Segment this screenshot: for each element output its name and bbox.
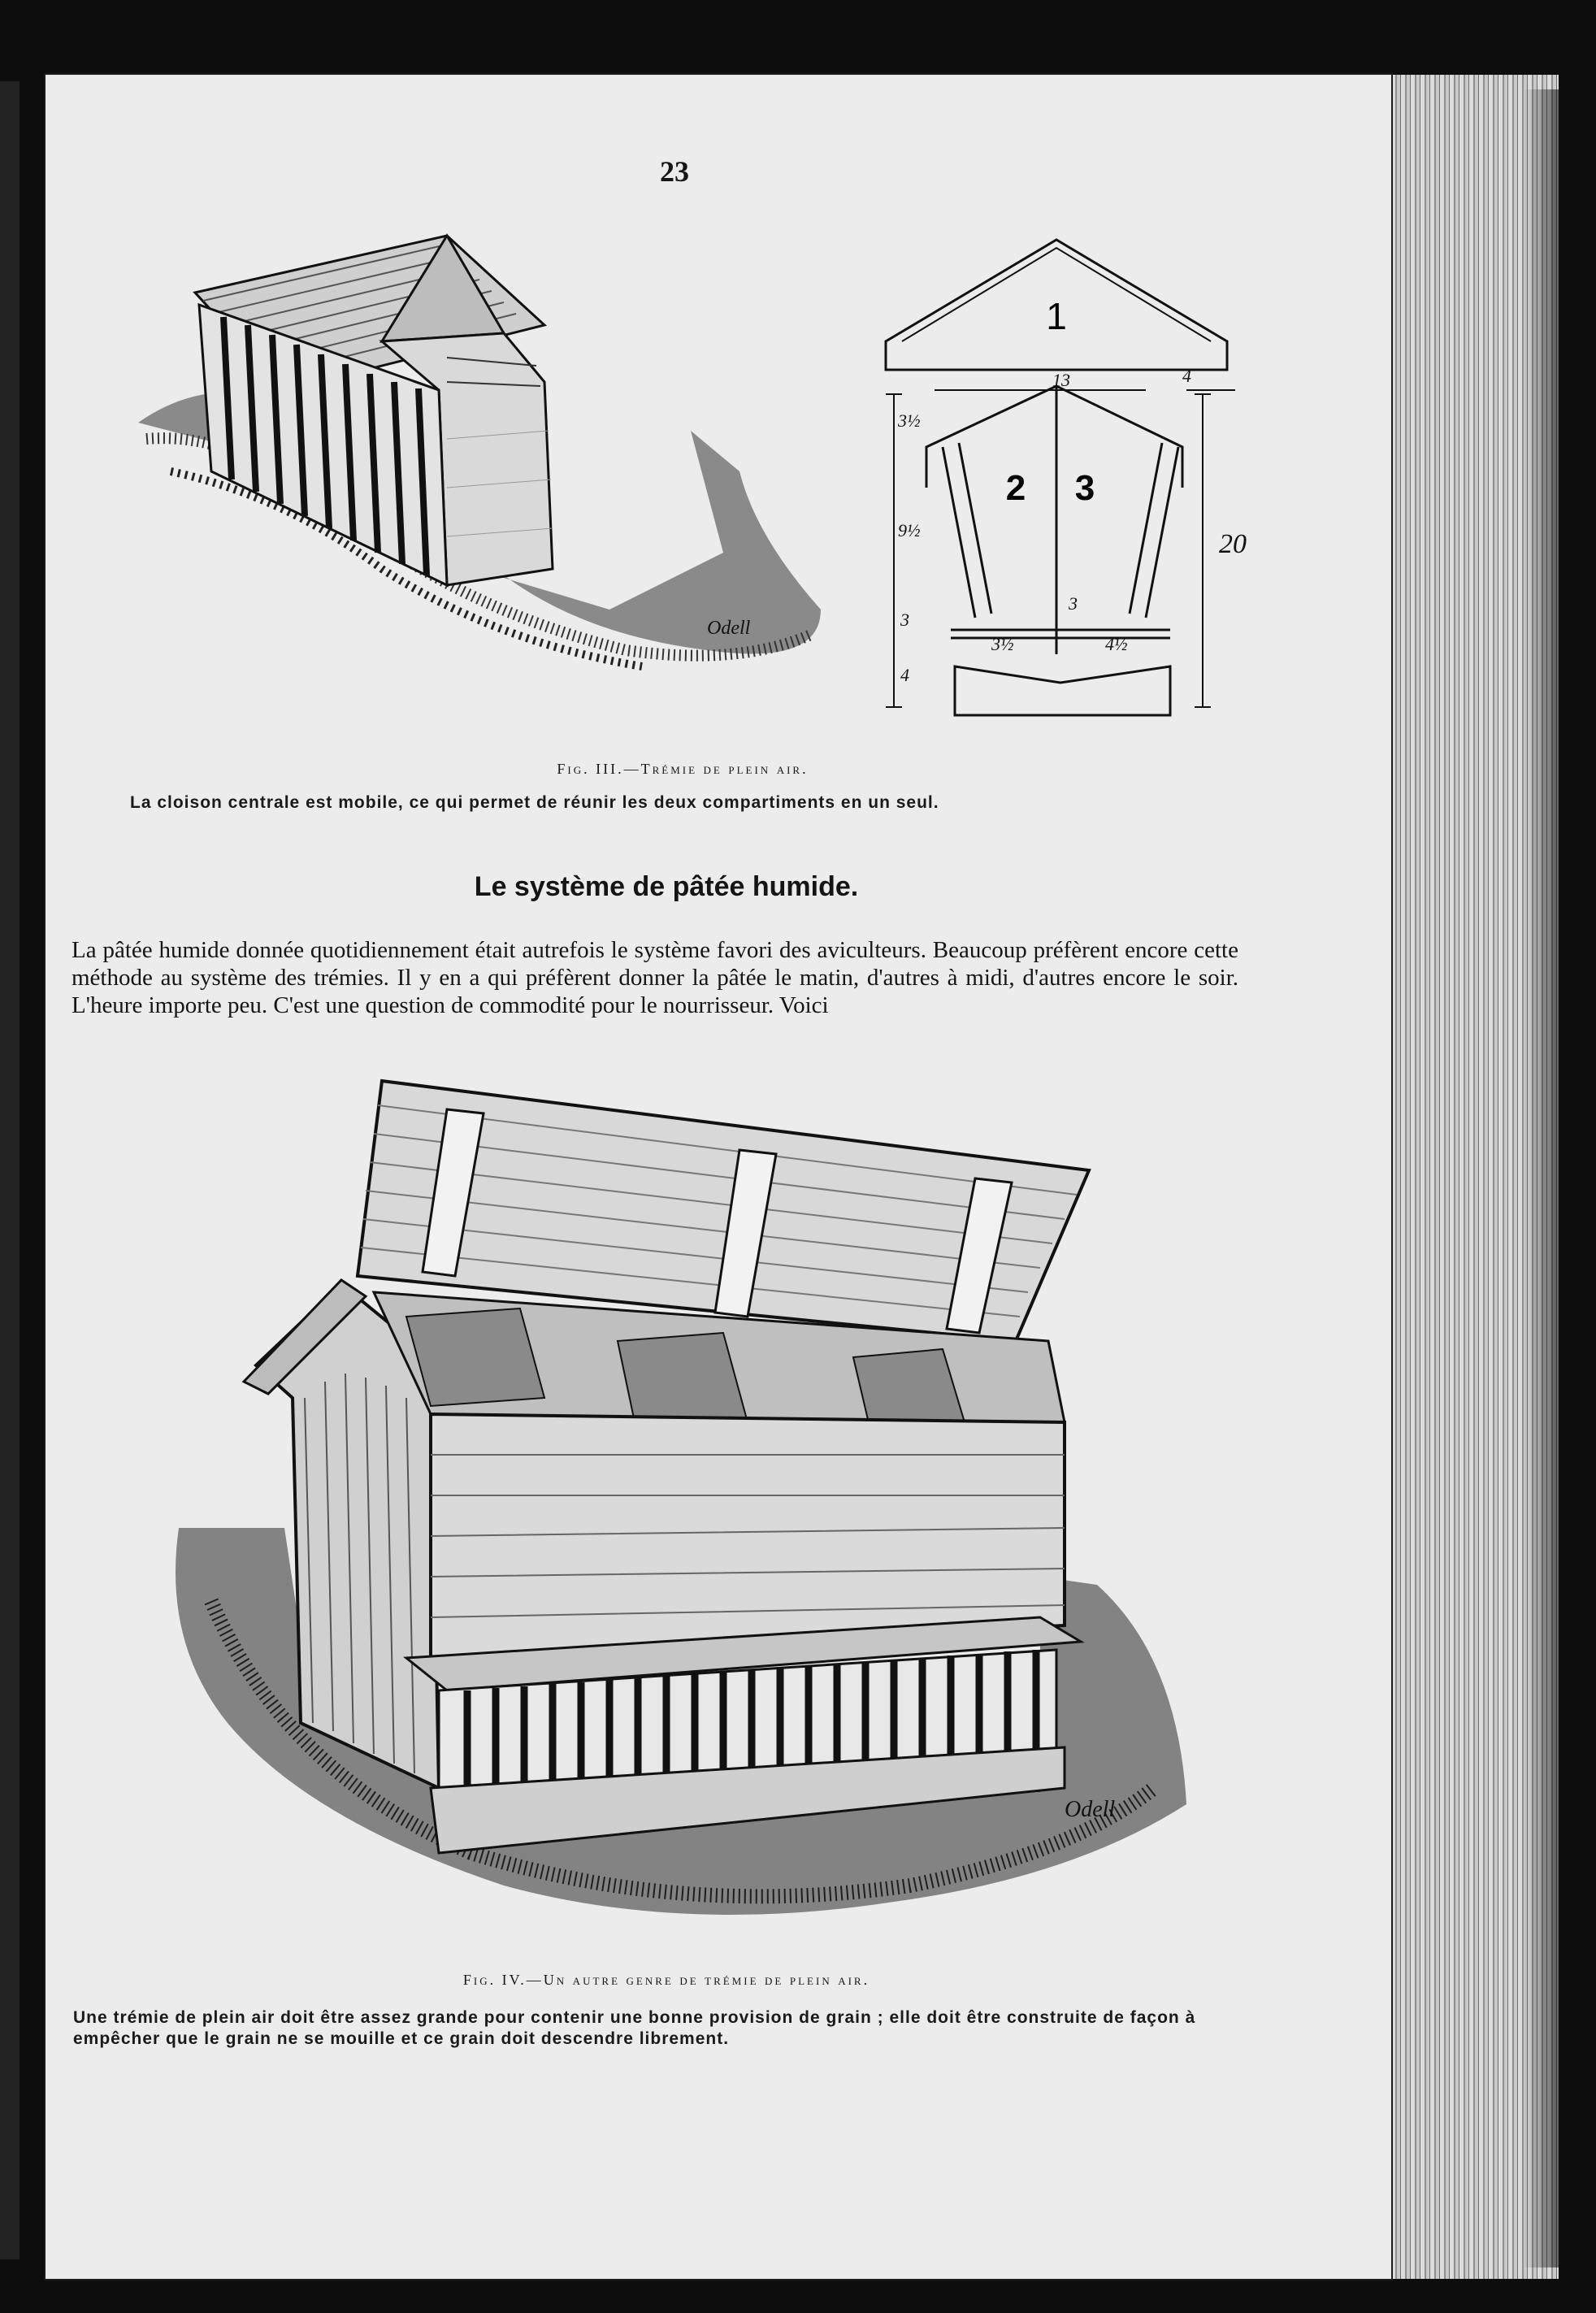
diagram-label-3: 3 [1074,468,1095,508]
dim-13: 13 [1052,370,1070,390]
fig3-label: Fig. III.—Trémie de plein air. [557,761,809,777]
dim-3-5-bottom: 3½ [991,634,1014,654]
dim-3-5: 3½ [898,410,921,431]
dim-3: 3 [900,610,909,630]
diagram-base [955,666,1170,715]
diagram-label-2: 2 [1005,468,1026,508]
book-edge-shadow [1523,89,1559,2267]
diagram-label-1: 1 [1046,295,1067,337]
fig3-signature: Odell [707,618,751,639]
fig3-hopper-illustration [122,228,837,683]
section-heading: Le système de pâtée humide. [474,871,859,902]
dim-3-mid: 3 [1069,593,1078,614]
fig4-label: Fig. IV.—Un autre genre de trémie de plein air. [462,1972,870,1988]
page-number: 23 [660,155,689,188]
dim-9-5: 9½ [898,520,921,540]
paragraph-text: La pâtée humide donnée quotidiennement était autrefois le système favori des aviculteurs. Beaucoup préfèrent encore cette méthode au système des trémies. Il y en a qui préfèrent donner la pâtée le matin, d'autres à midi, d'autres encore le soir. L'heure importe peu. C'est une question de commodité pour le nourrisseur. Voici [72,937,1238,1018]
dim-20: 20 [1219,529,1247,559]
body-paragraph [72,936,1238,1019]
dim-4-5: 4½ [1105,634,1128,654]
fig3-caption: La cloison centrale est mobile, ce qui permet de réunir les deux compartiments en un seul. [130,793,939,812]
book-left-edge [0,81,20,2259]
fig4-caption: Une trémie de plein air doit être assez grande pour contenir une bonne provision de grain ; elle doit être construite de façon à empêcher que le grain ne se mouille et ce grain doit descendre librement. [73,2008,1196,2048]
fig4-hopper-illustration [163,1073,1203,1934]
fig4-signature: Odell [1065,1797,1116,1822]
hopper-front [406,1414,1081,1690]
fig3-section-diagram [861,228,1268,731]
dim-4-top: 4 [1182,366,1191,386]
dim-4: 4 [900,665,909,685]
